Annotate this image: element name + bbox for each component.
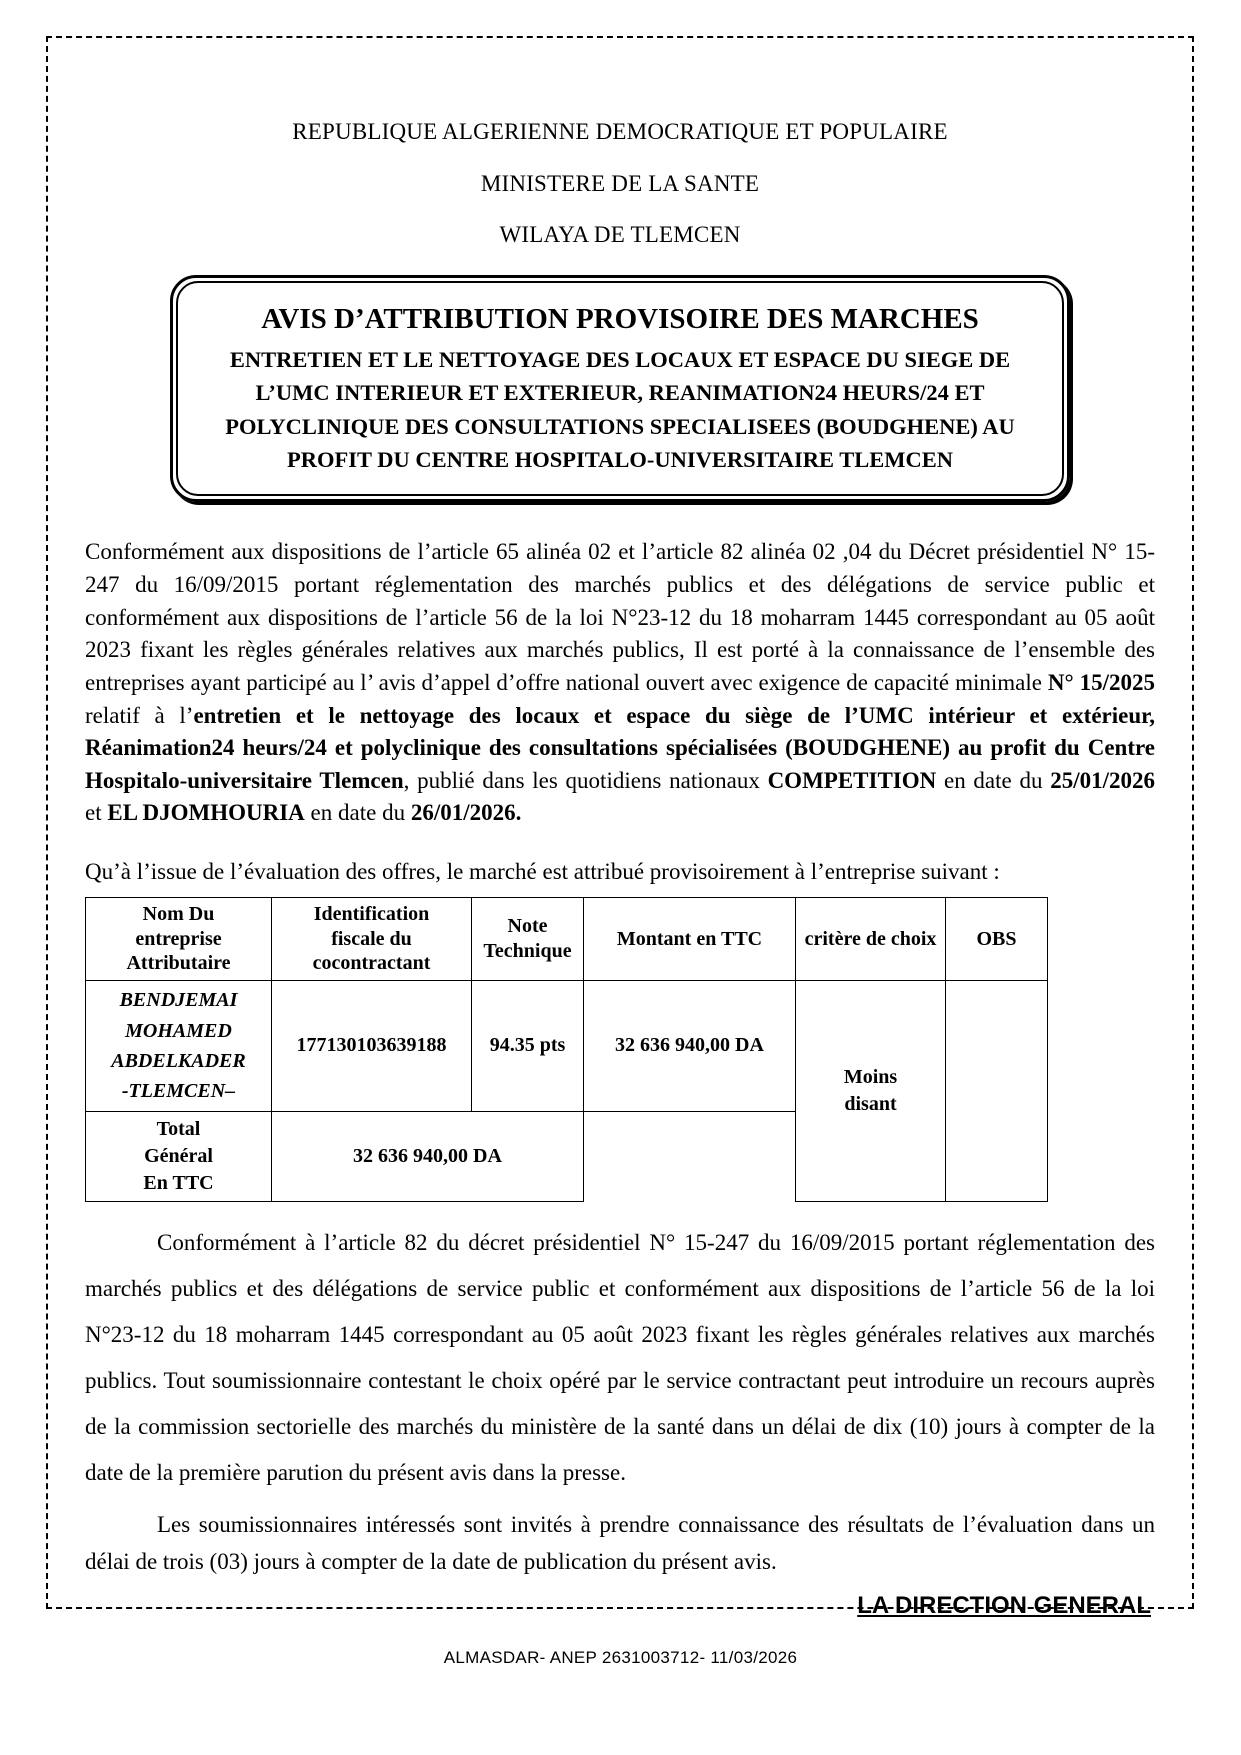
header-amount-ttc: Montant en TTC (584, 897, 796, 980)
table-lead-in-text: Qu’à l’issue de l’évaluation des offres, le marché est attribué provisoirement à l’entreprise suivant : (85, 859, 1000, 885)
header-company-name (86, 897, 272, 980)
publication-date-1: 25/01/2026 (1050, 767, 1156, 793)
table-header-row (86, 897, 1048, 980)
header-company-line-1: Nom Du (142, 902, 215, 925)
title-subtitle-line-4: PROFIT DU CENTRE HOSPITALO-UNIVERSITAIRE TLEMCEN (287, 446, 953, 472)
header-fiscal-id (272, 897, 472, 980)
company-line-1: BENDJEMAI (119, 989, 238, 1012)
total-label-line-1: Total (156, 1117, 201, 1140)
header-company-line-3: Attributaire (126, 952, 231, 975)
intro-paragraph (85, 536, 1155, 830)
intro-text-part-1: Conformément aux dispositions de l’article 65 alinéa 02 et l’article 82 alinéa 02 ,04 du Décret présidentiel N° 15-247 du 16/09/2015 portant réglementation des marchés publics et des délégations de service public et conformément aux dispositions de l’article 56 de la loi N°23-12 du 18 moharram 1445 correspondant au 05 août 2023 fixant les règles générales relatives aux marchés publics, Il est porté à la connaissance de l’ensemble des entreprises ayant participé au l’ avis d’appel d’offre national ouvert avec exigence de capacité minimale (85, 539, 1155, 695)
signature-line: LA DIRECTION GENERAL (857, 1592, 1151, 1620)
cell-obs (946, 981, 1048, 1202)
footer-reference: ALMASDAR- ANEP 2631003712- 11/03/2026 (443, 1648, 798, 1667)
intro-text-part-2: relatif à l’ (85, 702, 194, 728)
publication-date-2: 26/01/2026. (410, 800, 522, 826)
tender-number: N° 15/2025 (1047, 669, 1155, 695)
criteria-line-2: disant (844, 1092, 897, 1115)
header-choice-criteria: critère de choix (796, 897, 946, 980)
title-subtitle-line-1: ENTRETIEN ET LE NETTOYAGE DES LOCAUX ET ESPACE DU SIEGE DE (229, 347, 1011, 373)
header-fiscal-line-1: Identification (313, 902, 430, 925)
header-fiscal-line-2: fiscale du (331, 927, 412, 950)
total-label-line-3: En TTC (143, 1171, 214, 1194)
total-label-line-2: Général (144, 1144, 213, 1167)
document-content (85, 118, 1155, 1620)
intro-text-part-5: et (85, 800, 108, 826)
journal-name-1: COMPETITION (767, 767, 937, 793)
header-note-line-1: Note (507, 915, 548, 938)
cell-total-amount: 32 636 940,00 DA (272, 1111, 584, 1201)
header-note-line-2: Technique (483, 939, 572, 962)
cell-total-label (86, 1111, 272, 1201)
award-table (85, 897, 1048, 1202)
tender-object: entretien et le nettoyage des locaux et espace du siège de l’UMC intérieur et extérieur, Réanimation24 heurs/24 et polyclinique des consultations spécialisées (BOUDGHENE) au profit du Centre Hospitalo-universitaire Tlemcen (85, 702, 1155, 793)
intro-text-part-6: en date du (304, 800, 411, 826)
title-subtitle-line-3: POLYCLINIQUE DES CONSULTATIONS SPECIALISEES (BOUDGHENE) AU (225, 413, 1015, 439)
header-note-technique (472, 897, 584, 980)
cell-company-name (86, 981, 272, 1112)
header-company-line-2: entreprise (135, 927, 222, 950)
page-title: AVIS D’ATTRIBUTION PROVISOIRE DES MARCHES (261, 302, 979, 335)
cell-choice-criteria (796, 981, 946, 1202)
title-box-inner (176, 281, 1064, 496)
republic-heading: REPUBLIQUE ALGERIENNE DEMOCRATIQUE ET POPULAIRE (292, 119, 948, 144)
intro-text-part-3: , publié dans les quotidiens nationaux (403, 767, 768, 793)
cell-amount-ttc: 32 636 940,00 DA (584, 981, 796, 1112)
wilaya-heading: WILAYA DE TLEMCEN (499, 222, 741, 248)
closing-paragraph-1: Conformément à l’article 82 du décret présidentiel N° 15-247 du 16/09/2015 portant réglementation des marchés publics et des délégations de service public et conformément aux dispositions de l’article 56 de la loi N°23-12 du 18 moharram 1445 correspondant au 05 août 2023 fixant les règles générales relatives aux marchés publics. Tout soumissionnaire contestant le choix opéré par le service contractant peut introduire un recours auprès de la commission sectorielle des marchés du ministère de la santé dans un délai de dix (10) jours à compter de la date de la première parution du présent avis dans la presse. (85, 1229, 1155, 1485)
criteria-line-1: Moins (843, 1065, 898, 1088)
company-line-3: ABDELKADER (111, 1049, 246, 1072)
ministry-heading: MINISTERE DE LA SANTE (480, 170, 760, 196)
title-subtitle (204, 343, 1036, 476)
closing-paragraph-2: Les soumissionnaires intéressés sont invités à prendre connaissance des résultats de l’évaluation dans un délai de trois (03) jours à compter de la date de publication du présent avis. (85, 1511, 1155, 1574)
cell-fiscal-id: 177130103639188 (272, 981, 472, 1112)
header-fiscal-line-3: cocontractant (312, 952, 431, 975)
intro-text-part-4: en date du (936, 767, 1051, 793)
journal-name-2: EL DJOMHOURIA (107, 800, 305, 826)
company-line-2: MOHAMED (125, 1019, 232, 1042)
cell-note-technique: 94.35 pts (472, 981, 584, 1112)
title-box (170, 275, 1070, 502)
title-subtitle-line-2: L’UMC INTERIEUR ET EXTERIEUR, REANIMATION24 HEURS/24 ET (255, 380, 985, 406)
table-row (86, 981, 1048, 1112)
header-obs: OBS (946, 897, 1048, 980)
company-line-4: -TLEMCEN– (121, 1080, 236, 1103)
